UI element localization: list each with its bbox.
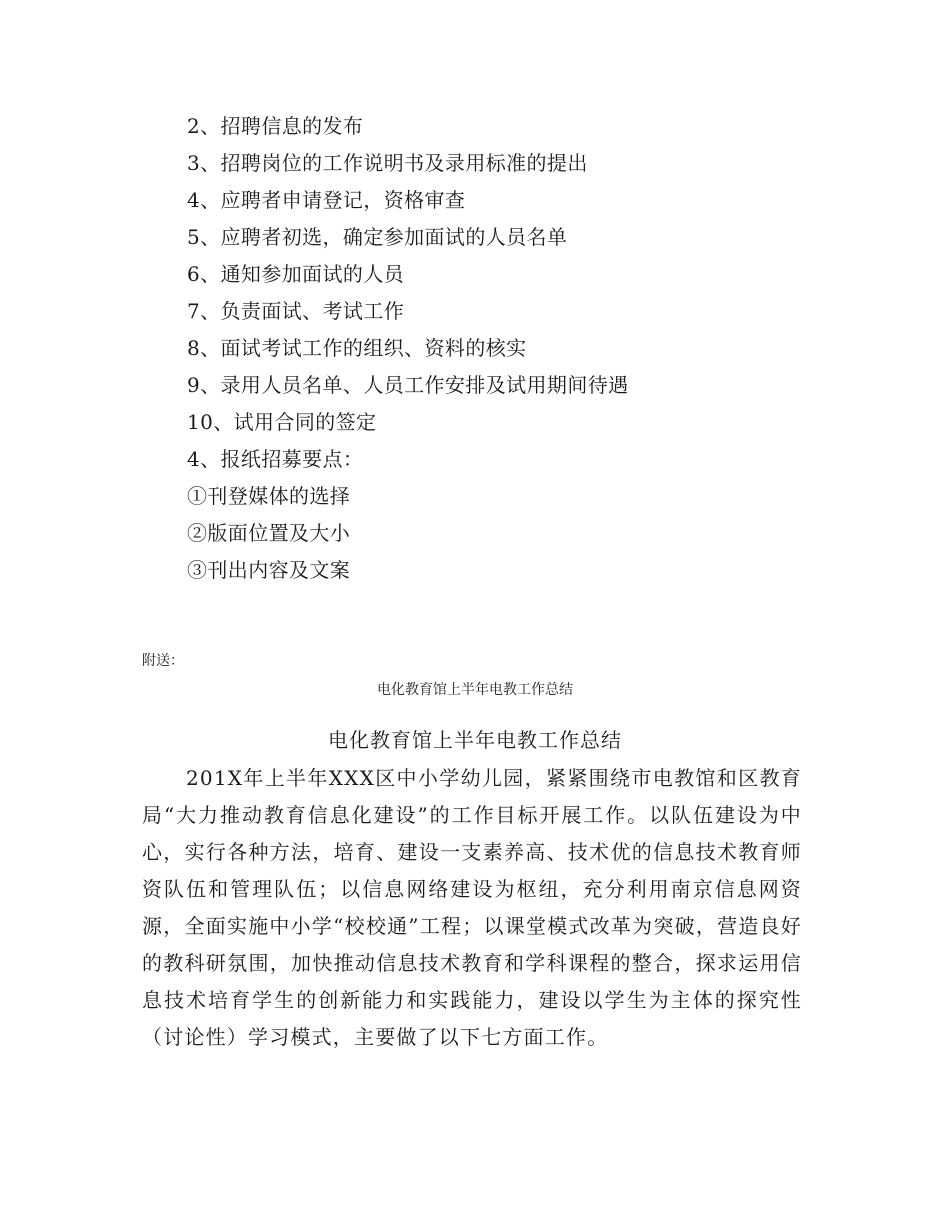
list-item: ①刊登媒体的选择	[187, 484, 351, 508]
appendix-subtitle: 电化教育馆上半年电教工作总结	[377, 682, 573, 698]
list-item: 2、招聘信息的发布	[187, 114, 364, 138]
list-item: 3、招聘岗位的工作说明书及录用标准的提出	[187, 151, 588, 175]
recruitment-steps-list	[187, 108, 629, 589]
list-item: 7、负责面试、考试工作	[187, 299, 405, 323]
list-item: 4、应聘者申请登记，资格审查	[187, 188, 466, 212]
list-item: 8、面试考试工作的组织、资料的核实	[187, 336, 527, 360]
list-item: 6、通知参加面试的人员	[187, 262, 405, 286]
list-item: 9、录用人员名单、人员工作安排及试用期间待遇	[187, 373, 629, 397]
list-item: 4、报纸招募要点：	[187, 447, 364, 471]
document-title: 电化教育馆上半年电教工作总结	[328, 728, 622, 752]
list-item: 5、应聘者初选，确定参加面试的人员名单	[187, 225, 568, 249]
list-item: ③刊出内容及文案	[187, 558, 351, 582]
list-item: ②版面位置及大小	[187, 521, 351, 545]
body-paragraph: 201X年上半年XXX区中小学幼儿园，紧紧围绕市电教馆和区教育局“大力推动教育信息化建设”的工作目标开展工作。以队伍建设为中心，实行各种方法，培育、建设一支素养高、技术优的信息技术教育师资队伍和管理队伍；以信息网络建设为枢纽，充分利用南京信息网资源，全面实施中小学“校校通”工程；以课堂模式改革为突破，营造良好的教科研氛围，加快推动信息技术教育和学科课程的整合，探求运用信息技术培育学生的创新能力和实践能力，建设以学生为主体的探究性（讨论性）学习模式，主要做了以下七方面工作。	[142, 766, 802, 1049]
appendix-label: 附送：	[142, 653, 184, 669]
list-item: 10、试用合同的签定	[187, 410, 377, 434]
